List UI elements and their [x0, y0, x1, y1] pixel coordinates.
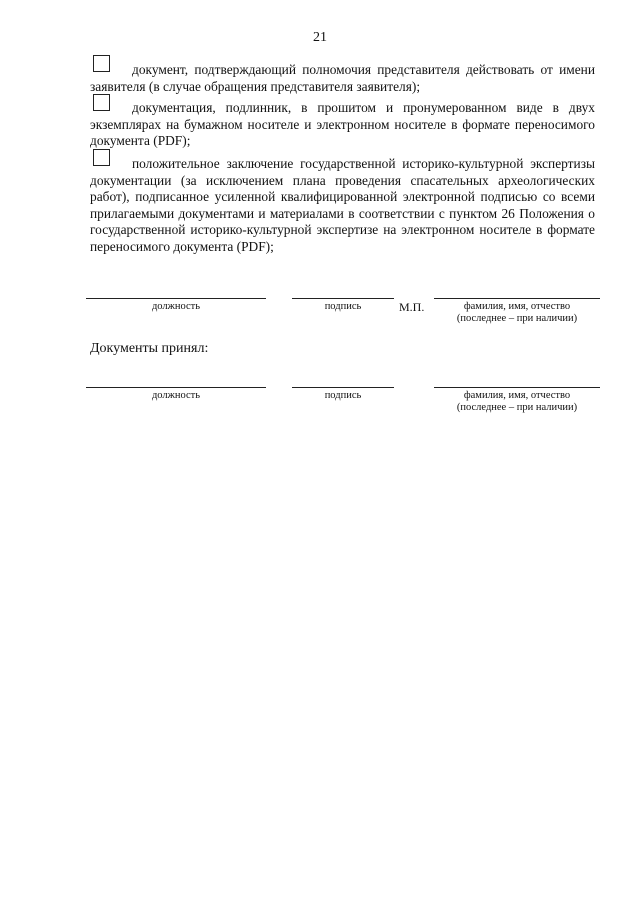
- signature-line: [292, 387, 394, 388]
- item-text-rest: экземплярах на бумажном носителе и электронном носителе в формате переносимого документа (PDF);: [90, 116, 595, 148]
- list-item-expertise-conclusion: [90, 156, 595, 255]
- full-name-caption-line1: фамилия, имя, отчество: [463, 390, 571, 401]
- list-item-documentation-original: [90, 100, 595, 150]
- position-caption: должность: [151, 390, 201, 401]
- full-name-line: [434, 298, 600, 299]
- full-name-caption: [434, 390, 600, 414]
- signature-caption: подпись: [324, 301, 362, 312]
- stamp-label: М.П.: [399, 300, 425, 314]
- full-name-caption: [434, 301, 600, 325]
- position-caption: должность: [151, 301, 201, 312]
- signature-caption: подпись: [324, 390, 362, 401]
- item-text-line1: положительное заключение государственной историко-культурной: [132, 156, 524, 171]
- position-line: [86, 298, 266, 299]
- documents-accepted-label: Документы принял:: [90, 341, 209, 356]
- full-name-line: [434, 387, 600, 388]
- page-number: 21: [313, 30, 327, 45]
- position-line: [86, 387, 266, 388]
- item-text-line1: документация, подлинник, в прошитом и пронумерованном виде в двух: [132, 100, 595, 115]
- full-name-caption-line2: (последнее – при наличии): [456, 402, 578, 413]
- item-text-rest: экспертизы документации (за исключением плана проведения спасательных археологических работ), подписанное усиленной квалифицированной электронной подписью со всеми прилагаемыми документами и материалами в соответствии с пунктом 26 Положения о государственной историко-культурной экспертизе на электронном носителе в формате переносимого документа (PDF);: [90, 156, 595, 254]
- signature-line: [292, 298, 394, 299]
- item-text-line1: документ, подтверждающий полномочия представителя действовать: [132, 62, 535, 77]
- list-item-representative-authority: [90, 62, 595, 95]
- item-text-rest: от имени заявителя (в случае обращения представителя заявителя);: [90, 62, 596, 94]
- full-name-caption-line1: фамилия, имя, отчество: [463, 301, 571, 312]
- full-name-caption-line2: (последнее – при наличии): [456, 313, 578, 324]
